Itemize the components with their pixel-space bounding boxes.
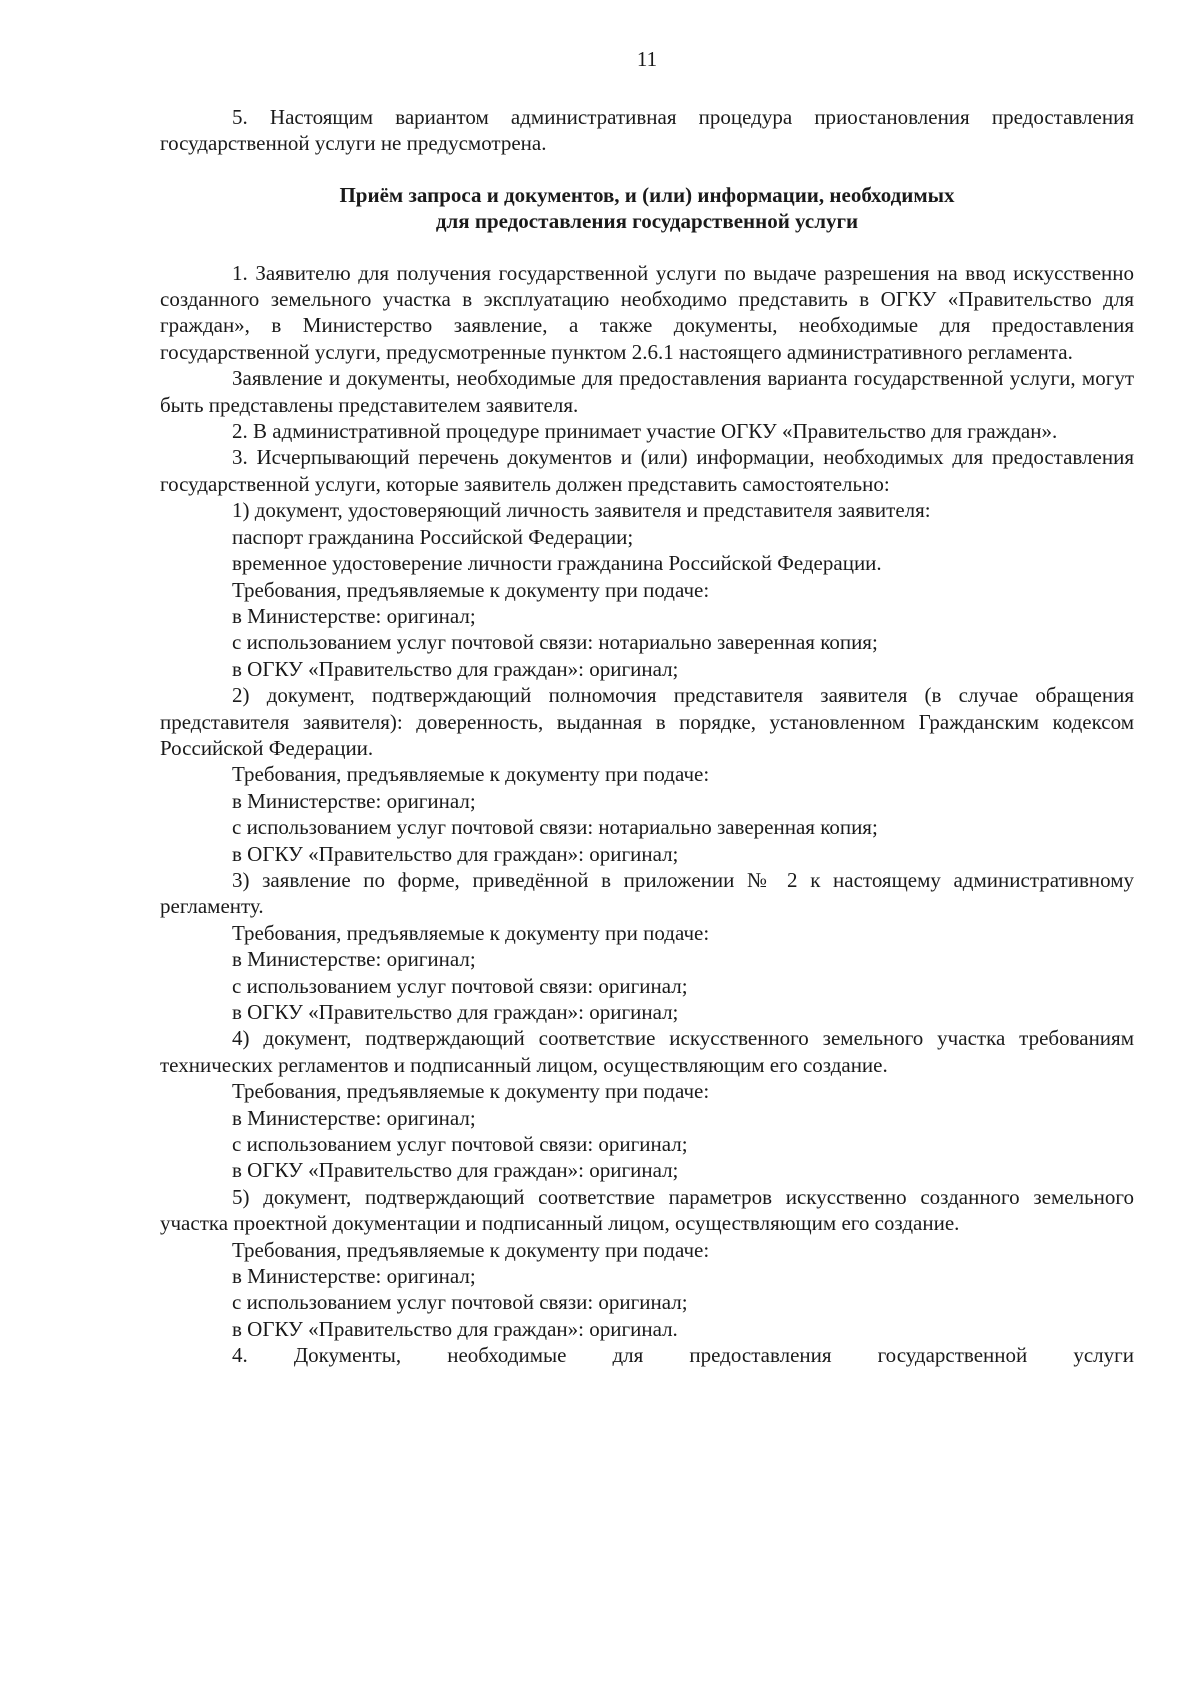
doc-4-requirements: Требования, предъявляемые к документу при подаче: (232, 1079, 710, 1104)
paragraph-representative: Заявление и документы, необходимые для предоставления варианта государственной услуги, могут быть представлены представителем заявителя. (160, 366, 1134, 417)
paragraph-item-1-intro: 1. Заявителю для получения государственной услуги по выдаче разрешения на ввод искусственно созданного земельного участка в эксплуатацию необходимо представить в ОГКУ «Правительство для граждан», в Министерство заявление, а также документы, необходимые для предоставления государственной услуги, предусмотренные пунктом 2.6.1 настоящего административного регламента. (160, 260, 1134, 364)
paragraph-item-3: 3. Исчерпывающий перечень документов и (или) информации, необходимых для предоставления государственной услуги, которые заявитель должен представить самостоятельно: (160, 445, 1134, 496)
doc-1-option-passport: паспорт гражданина Российской Федерации; (232, 524, 634, 549)
doc-5-ministry: в Министерстве: оригинал; (232, 1264, 476, 1289)
doc-5-ogku: в ОГКУ «Правительство для граждан»: оригинал. (232, 1316, 678, 1341)
doc-2-ministry: в Министерстве: оригинал; (232, 788, 476, 813)
doc-3-ogku: в ОГКУ «Правительство для граждан»: оригинал; (232, 1000, 679, 1024)
doc-3-ministry: в Министерстве: оригинал; (232, 947, 476, 972)
doc-4-ministry: в Министерстве: оригинал; (232, 1105, 476, 1130)
intro-paragraph: 5. Настоящим вариантом административная процедура приостановления предоставления государственной услуги не предусмотрена. (160, 105, 1134, 156)
doc-4-ogku: в ОГКУ «Правительство для граждан»: оригинал; (232, 1158, 679, 1183)
doc-3-title: 3) заявление по форме, приведённой в приложении № 2 к настоящему административному регламенту. (160, 867, 1134, 919)
doc-1-option-temporary: временное удостоверение личности гражданина Российской Федерации. (232, 551, 882, 576)
doc-4-postal: с использованием услуг почтовой связи: оригинал; (232, 1132, 688, 1157)
section-title (160, 182, 1134, 235)
doc-5-postal: с использованием услуг почтовой связи: оригинал; (232, 1290, 688, 1315)
doc-2-postal: с использованием услуг почтовой связи: нотариально заверенная копия; (232, 815, 878, 840)
doc-4-title: 4) документ, подтверждающий соответствие искусственного земельного участка требованиям технических регламентов и подписанный лицом, осуществляющим его создание. (160, 1026, 1134, 1077)
doc-3-requirements: Требования, предъявляемые к документу при подаче: (232, 920, 710, 945)
paragraph-item-4: 4. Документы, необходимые для предоставления государственной услуги (232, 1343, 1134, 1368)
page-number: 11 (636, 47, 658, 71)
paragraph-item-2: 2. В административной процедуре принимает участие ОГКУ «Правительство для граждан». (232, 419, 1058, 444)
doc-1-ministry: в Министерстве: оригинал; (232, 603, 476, 628)
doc-5-requirements: Требования, предъявляемые к документу при подаче: (232, 1237, 710, 1262)
doc-2-title: 2) документ, подтверждающий полномочия представителя заявителя (в случае обращения представителя заявителя): доверенность, выданная в порядке, установленном Гражданским кодексом Российской Федерации. (160, 683, 1134, 760)
doc-2-requirements: Требования, предъявляемые к документу при подаче: (232, 762, 710, 787)
document-page (160, 46, 1134, 1369)
section-title-line-2: для предоставления государственной услуги (435, 209, 859, 234)
doc-2-ogku: в ОГКУ «Правительство для граждан»: оригинал; (232, 841, 679, 866)
doc-1-title: 1) документ, удостоверяющий личность заявителя и представителя заявителя: (232, 498, 931, 523)
doc-1-postal: с использованием услуг почтовой связи: нотариально заверенная копия; (232, 630, 878, 655)
doc-1-ogku: в ОГКУ «Правительство для граждан»: оригинал; (232, 656, 679, 681)
doc-1-requirements: Требования, предъявляемые к документу при подаче: (232, 577, 710, 602)
doc-5-title: 5) документ, подтверждающий соответствие параметров искусственно созданного земельного участка проектной документации и подписанный лицом, осуществляющим его создание. (160, 1184, 1134, 1236)
doc-3-postal: с использованием услуг почтовой связи: оригинал; (232, 973, 688, 998)
section-title-line-1: Приём запроса и документов, и (или) информации, необходимых (339, 182, 955, 207)
